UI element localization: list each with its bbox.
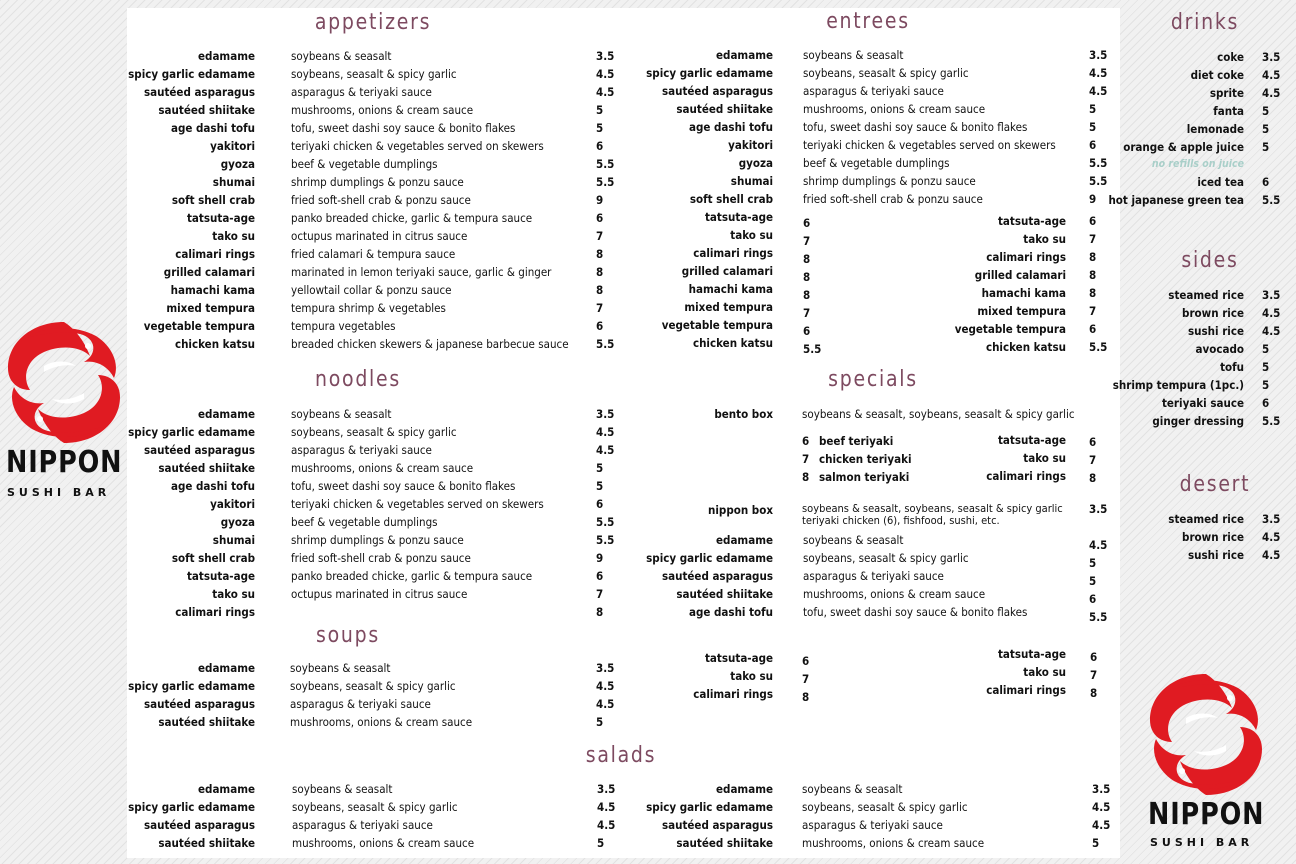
menu-item-price: 4.5 [596, 85, 615, 99]
menu-item-name: spicy garlic edamame [646, 551, 773, 565]
menu-item-name: steamed rice [1168, 288, 1244, 302]
menu-item-price: 4.5 [596, 425, 615, 439]
menu-item-description: soybeans, seasalt & spicy garlic [291, 67, 457, 81]
menu-item-description: soybeans & seasalt [802, 782, 903, 796]
menu-item-price: 5 [596, 461, 604, 475]
section-title-desert: desert [1179, 472, 1251, 497]
menu-item-name: hamachi kama [170, 283, 255, 297]
section-title-salads: salads [585, 743, 657, 768]
menu-item-description: soybeans & seasalt [291, 407, 392, 421]
menu-item-price: 5.5 [803, 342, 822, 356]
menu-item-price: 4.5 [1089, 84, 1108, 98]
menu-item-price: 5.5 [1089, 156, 1108, 170]
menu-item-price: 5 [1262, 140, 1270, 154]
menu-item-price: 5.5 [596, 337, 615, 351]
menu-item-description: tofu, sweet dashi soy sauce & bonito flakes [803, 605, 1028, 619]
menu-item-price: 6 [596, 139, 604, 153]
menu-item-price: 5 [596, 715, 604, 729]
section-title-appetizers: appetizers [314, 10, 432, 35]
brand-tagline: SUSHI BAR [7, 486, 111, 499]
menu-item-price: 5.5 [1262, 193, 1281, 207]
menu-item-description: octupus marinated in citrus sauce [291, 587, 468, 601]
nippon-box-description: soybeans & seasalt, soybeans, seasalt & spicy garlic [802, 502, 1063, 515]
brand-tagline: SUSHI BAR [1150, 836, 1254, 849]
menu-item-name: tako su [730, 228, 773, 242]
menu-item-price: 3.5 [597, 782, 616, 796]
menu-item-name: sautéed asparagus [143, 443, 255, 457]
menu-item-price: 3.5 [1262, 50, 1281, 64]
menu-item-name: edamame [716, 48, 773, 62]
menu-item-name: avocado [1195, 342, 1244, 356]
menu-item-name: edamame [198, 661, 255, 675]
menu-item-price: 5.5 [1262, 414, 1281, 428]
menu-item-price: 4.5 [1262, 86, 1281, 100]
menu-item-name: tako su [212, 587, 255, 601]
bento-option-price: 8 [802, 470, 810, 484]
menu-item-name: sautéed asparagus [143, 697, 255, 711]
menu-item-price: 7 [1090, 668, 1098, 682]
menu-item-name: hamachi kama [981, 286, 1066, 300]
menu-item-description: asparagus & teriyaki sauce [803, 84, 944, 98]
section-title-specials: specials [828, 367, 918, 392]
menu-item-name: grilled calamari [681, 264, 773, 278]
menu-item-price: 8 [596, 247, 604, 261]
menu-item-description: teriyaki chicken & vegetables served on skewers [291, 497, 544, 511]
menu-item-name: sautéed shiitake [158, 461, 255, 475]
menu-item-price: 5 [1262, 378, 1270, 392]
menu-item-price: 4.5 [1262, 68, 1281, 82]
bento-option-name: chicken teriyaki [819, 452, 912, 466]
menu-item-price: 5 [596, 479, 604, 493]
menu-item-name: brown rice [1182, 530, 1244, 544]
menu-item-name: soft shell crab [171, 193, 255, 207]
menu-item-name: tatsuta-age [186, 211, 255, 225]
menu-item-description: soybeans & seasalt [291, 49, 392, 63]
menu-item-description: mushrooms, onions & cream sauce [292, 836, 475, 850]
menu-item-description: panko breaded chicke, garlic & tempura sauce [291, 211, 533, 225]
menu-item-price: 8 [1089, 286, 1097, 300]
menu-item-name: gyoza [220, 157, 255, 171]
menu-item-name: spicy garlic edamame [128, 67, 255, 81]
menu-item-description: tofu, sweet dashi soy sauce & bonito flakes [291, 121, 516, 135]
menu-item-price: 3.5 [596, 49, 615, 63]
menu-item-name: chicken katsu [692, 336, 773, 350]
menu-item-name: lemonade [1186, 122, 1244, 136]
menu-item-price: 5 [1262, 342, 1270, 356]
menu-item-description: soybeans & seasalt [803, 48, 904, 62]
menu-item-description: octupus marinated in citrus sauce [291, 229, 468, 243]
menu-item-price: 4.5 [1092, 800, 1111, 814]
menu-item-name: age dashi tofu [171, 121, 255, 135]
menu-item-name: tofu [1220, 360, 1244, 374]
bento-option-name: calimari rings [986, 469, 1066, 483]
menu-item-name: chicken katsu [985, 340, 1066, 354]
menu-item-price: 5 [1089, 102, 1097, 116]
menu-item-description: soybeans, seasalt & spicy garlic [803, 551, 969, 565]
menu-item-price: 5 [1089, 574, 1097, 588]
menu-item-price: 4.5 [1092, 818, 1111, 832]
menu-item-name: hot japanese green tea [1108, 193, 1244, 207]
menu-item-name: tako su [1023, 665, 1066, 679]
menu-item-price: 7 [1089, 304, 1097, 318]
menu-item-price: 4.5 [1089, 66, 1108, 80]
menu-item-price: 5 [1262, 360, 1270, 374]
menu-item-name: edamame [716, 782, 773, 796]
menu-item-description: marinated in lemon teriyaki sauce, garlic & ginger [291, 265, 552, 279]
menu-item-description: mushrooms, onions & cream sauce [802, 836, 985, 850]
menu-item-price: 8 [1090, 686, 1098, 700]
menu-item-name: spicy garlic edamame [128, 800, 255, 814]
menu-item-description: panko breaded chicke, garlic & tempura sauce [291, 569, 533, 583]
menu-item-name: tako su [730, 669, 773, 683]
menu-item-description: mushrooms, onions & cream sauce [290, 715, 473, 729]
bento-option-price: 6 [802, 434, 810, 448]
menu-item-description: soybeans, seasalt & spicy garlic [802, 800, 968, 814]
menu-item-name: chicken katsu [174, 337, 255, 351]
menu-item-name: sautéed asparagus [661, 818, 773, 832]
menu-item-name: teriyaki sauce [1161, 396, 1244, 410]
menu-item-description: asparagus & teriyaki sauce [803, 569, 944, 583]
menu-item-name: steamed rice [1168, 512, 1244, 526]
menu-item-name: shrimp tempura (1pc.) [1112, 378, 1244, 392]
menu-item-description: tofu, sweet dashi soy sauce & bonito flakes [803, 120, 1028, 134]
menu-item-name: sautéed shiitake [676, 836, 773, 850]
menu-item-price: 7 [596, 301, 604, 315]
menu-item-name: tatsuta-age [704, 651, 773, 665]
menu-item-name: soft shell crab [171, 551, 255, 565]
bento-option-price: 7 [1089, 453, 1097, 467]
menu-item-name: sushi rice [1188, 324, 1244, 338]
menu-item-name: coke [1217, 50, 1244, 64]
menu-item-name: spicy garlic edamame [646, 66, 773, 80]
menu-item-price: 4.5 [597, 800, 616, 814]
menu-item-price: 4.5 [596, 679, 615, 693]
menu-item-price: 5 [1262, 122, 1270, 136]
menu-item-name: sautéed asparagus [661, 569, 773, 583]
menu-item-price: 7 [1089, 232, 1097, 246]
menu-item-description: soybeans & seasalt [292, 782, 393, 796]
menu-item-price: 6 [803, 216, 811, 230]
menu-item-price: 6 [1089, 592, 1097, 606]
menu-item-name: ginger dressing [1152, 414, 1244, 428]
menu-item-price: 3.5 [1092, 782, 1111, 796]
menu-item-name: shumai [730, 174, 773, 188]
menu-item-name: spicy garlic edamame [128, 679, 255, 693]
menu-item-name: iced tea [1197, 175, 1244, 189]
menu-item-name: tatsuta-age [704, 210, 773, 224]
menu-item-name: fanta [1213, 104, 1244, 118]
menu-item-description: soybeans, seasalt & spicy garlic [290, 679, 456, 693]
menu-item-price: 5.5 [1089, 340, 1108, 354]
section-title-drinks: drinks [1170, 10, 1240, 35]
menu-item-name: sautéed shiitake [158, 836, 255, 850]
menu-item-description: asparagus & teriyaki sauce [291, 443, 432, 457]
menu-item-name: sautéed asparagus [143, 85, 255, 99]
menu-item-description: mushrooms, onions & cream sauce [291, 461, 474, 475]
menu-item-description: breaded chicken skewers & japanese barbecue sauce [291, 337, 569, 351]
bento-box-name: bento box [714, 407, 773, 421]
menu-item-price: 5.5 [596, 175, 615, 189]
menu-item-price: 5.5 [596, 515, 615, 529]
menu-item-name: sautéed asparagus [661, 84, 773, 98]
menu-item-price: 6 [1262, 175, 1270, 189]
bento-option-name: beef teriyaki [819, 434, 894, 448]
menu-item-price: 6 [1089, 214, 1097, 228]
menu-item-price: 8 [803, 270, 811, 284]
menu-item-description: fried soft-shell crab & ponzu sauce [291, 193, 471, 207]
menu-item-name: shumai [212, 533, 255, 547]
bento-option-name: salmon teriyaki [819, 470, 910, 484]
menu-item-price: 6 [802, 654, 810, 668]
menu-item-description: soybeans & seasalt [803, 533, 904, 547]
menu-item-price: 7 [596, 229, 604, 243]
section-title-noodles: noodles [315, 367, 401, 392]
menu-item-description: tofu, sweet dashi soy sauce & bonito flakes [291, 479, 516, 493]
menu-item-name: tatsuta-age [997, 647, 1066, 661]
menu-item-name: gyoza [220, 515, 255, 529]
menu-item-price: 9 [596, 551, 604, 565]
menu-item-price: 9 [1089, 192, 1097, 206]
bento-option-price: 7 [802, 452, 810, 466]
menu-item-name: grilled calamari [974, 268, 1066, 282]
menu-item-price: 6 [803, 324, 811, 338]
menu-item-name: yakitori [210, 497, 255, 511]
menu-item-price: 6 [1262, 396, 1270, 410]
menu-item-description: soybeans & seasalt [290, 661, 391, 675]
menu-item-name: sautéed shiitake [158, 715, 255, 729]
menu-item-price: 3.5 [1262, 512, 1281, 526]
menu-item-description: shrimp dumplings & ponzu sauce [291, 533, 464, 547]
menu-item-description: asparagus & teriyaki sauce [802, 818, 943, 832]
menu-item-price: 7 [802, 672, 810, 686]
nippon-box-price: 3.5 [1089, 502, 1108, 516]
menu-item-name: calimari rings [693, 687, 773, 701]
menu-item-description: soybeans, seasalt & spicy garlic [292, 800, 458, 814]
menu-item-name: gyoza [738, 156, 773, 170]
menu-item-price: 5 [596, 103, 604, 117]
menu-item-name: calimari rings [175, 605, 255, 619]
bento-box-description: soybeans & seasalt, soybeans, seasalt & spicy garlic [802, 407, 1075, 421]
menu-item-description: mushrooms, onions & cream sauce [291, 103, 474, 117]
menu-item-name: calimari rings [175, 247, 255, 261]
menu-item-name: age dashi tofu [689, 605, 773, 619]
menu-item-name: brown rice [1182, 306, 1244, 320]
menu-item-name: edamame [716, 533, 773, 547]
menu-item-name: tatsuta-age [997, 214, 1066, 228]
bento-option-price: 6 [1089, 435, 1097, 449]
menu-item-price: 7 [803, 234, 811, 248]
menu-item-price: 4.5 [1262, 324, 1281, 338]
menu-item-name: calimari rings [986, 683, 1066, 697]
menu-item-price: 4.5 [597, 818, 616, 832]
menu-item-price: 6 [596, 319, 604, 333]
menu-item-name: edamame [198, 407, 255, 421]
nippon-box-description: teriyaki chicken (6), fishfood, sushi, etc. [802, 514, 1000, 527]
menu-item-price: 6 [1089, 138, 1097, 152]
menu-item-price: 4.5 [1262, 548, 1281, 562]
menu-item-description: soybeans, seasalt & spicy garlic [291, 425, 457, 439]
menu-item-price: 8 [803, 288, 811, 302]
menu-item-price: 6 [1089, 322, 1097, 336]
menu-item-name: sautéed shiitake [158, 103, 255, 117]
menu-item-name: age dashi tofu [171, 479, 255, 493]
menu-item-price: 8 [1089, 268, 1097, 282]
menu-item-name: mixed tempura [977, 304, 1066, 318]
menu-item-price: 3.5 [596, 661, 615, 675]
juice-note: no refills on juice [1151, 158, 1244, 170]
menu-item-name: tako su [1023, 232, 1066, 246]
menu-item-name: grilled calamari [163, 265, 255, 279]
menu-item-description: asparagus & teriyaki sauce [292, 818, 433, 832]
menu-item-description: beef & vegetable dumplings [291, 515, 438, 529]
bento-option-price: 8 [1089, 471, 1097, 485]
menu-item-description: fried calamari & tempura sauce [291, 247, 456, 261]
menu-item-name: calimari rings [693, 246, 773, 260]
menu-item-price: 7 [803, 306, 811, 320]
menu-item-name: orange & apple juice [1123, 140, 1244, 154]
menu-item-name: sautéed shiitake [676, 587, 773, 601]
menu-item-name: soft shell crab [689, 192, 773, 206]
menu-item-description: yellowtail collar & ponzu sauce [291, 283, 452, 297]
menu-item-name: sautéed asparagus [143, 818, 255, 832]
menu-item-name: sushi rice [1188, 548, 1244, 562]
menu-item-price: 4.5 [1262, 530, 1281, 544]
menu-item-price: 5.5 [1089, 174, 1108, 188]
menu-item-name: sautéed shiitake [676, 102, 773, 116]
menu-item-price: 6 [596, 211, 604, 225]
menu-item-description: fried soft-shell crab & ponzu sauce [803, 192, 983, 206]
menu-item-price: 4.5 [1089, 538, 1108, 552]
menu-item-name: calimari rings [986, 250, 1066, 264]
menu-item-price: 8 [596, 283, 604, 297]
menu-item-price: 5 [1092, 836, 1100, 850]
menu-item-price: 8 [596, 605, 604, 619]
menu-item-name: mixed tempura [684, 300, 773, 314]
menu-item-description: teriyaki chicken & vegetables served on skewers [803, 138, 1056, 152]
section-title-soups: soups [316, 623, 380, 648]
menu-item-price: 4.5 [596, 697, 615, 711]
menu-item-description: shrimp dumplings & ponzu sauce [803, 174, 976, 188]
koi-fish-logo-icon [1146, 672, 1266, 797]
menu-item-price: 8 [802, 690, 810, 704]
menu-item-name: diet coke [1190, 68, 1244, 82]
menu-item-price: 8 [803, 252, 811, 266]
menu-item-description: teriyaki chicken & vegetables served on skewers [291, 139, 544, 153]
menu-item-price: 6 [1090, 650, 1098, 664]
menu-item-name: edamame [198, 49, 255, 63]
menu-item-price: 9 [596, 193, 604, 207]
koi-fish-logo-icon [4, 320, 124, 445]
menu-item-price: 4.5 [596, 443, 615, 457]
menu-item-name: vegetable tempura [954, 322, 1066, 336]
menu-item-price: 5 [1089, 120, 1097, 134]
menu-item-description: soybeans, seasalt & spicy garlic [803, 66, 969, 80]
menu-item-name: tako su [212, 229, 255, 243]
menu-item-name: sprite [1209, 86, 1244, 100]
menu-item-description: mushrooms, onions & cream sauce [803, 587, 986, 601]
menu-item-price: 5.5 [596, 533, 615, 547]
menu-item-name: tatsuta-age [186, 569, 255, 583]
menu-item-name: shumai [212, 175, 255, 189]
brand-name: NIPPON [6, 445, 123, 480]
section-title-entrees: entrees [826, 9, 910, 34]
menu-item-price: 6 [596, 569, 604, 583]
menu-item-name: spicy garlic edamame [646, 800, 773, 814]
menu-item-name: age dashi tofu [689, 120, 773, 134]
menu-item-description: beef & vegetable dumplings [803, 156, 950, 170]
menu-item-price: 3.5 [1262, 288, 1281, 302]
menu-item-name: yakitori [728, 138, 773, 152]
menu-item-price: 5 [1089, 556, 1097, 570]
nippon-box-name: nippon box [708, 503, 773, 517]
menu-item-description: asparagus & teriyaki sauce [290, 697, 431, 711]
bento-option-name: tako su [1023, 451, 1066, 465]
menu-item-description: mushrooms, onions & cream sauce [803, 102, 986, 116]
menu-item-price: 4.5 [1262, 306, 1281, 320]
menu-item-price: 5.5 [1089, 610, 1108, 624]
menu-item-description: beef & vegetable dumplings [291, 157, 438, 171]
section-title-sides: sides [1181, 248, 1239, 273]
menu-item-name: edamame [198, 782, 255, 796]
menu-item-name: spicy garlic edamame [128, 425, 255, 439]
menu-item-price: 5 [596, 121, 604, 135]
menu-item-price: 5 [597, 836, 605, 850]
menu-item-description: shrimp dumplings & ponzu sauce [291, 175, 464, 189]
menu-item-price: 5 [1262, 104, 1270, 118]
menu-item-description: fried soft-shell crab & ponzu sauce [291, 551, 471, 565]
menu-item-description: asparagus & teriyaki sauce [291, 85, 432, 99]
menu-item-description: tempura vegetables [291, 319, 396, 333]
menu-item-price: 3.5 [1089, 48, 1108, 62]
menu-item-price: 3.5 [596, 407, 615, 421]
menu-item-name: hamachi kama [688, 282, 773, 296]
menu-item-name: yakitori [210, 139, 255, 153]
brand-name: NIPPON [1148, 797, 1265, 832]
menu-item-price: 8 [1089, 250, 1097, 264]
menu-item-price: 7 [596, 587, 604, 601]
menu-item-price: 6 [596, 497, 604, 511]
menu-item-name: mixed tempura [166, 301, 255, 315]
menu-item-name: vegetable tempura [661, 318, 773, 332]
menu-item-price: 4.5 [596, 67, 615, 81]
menu-item-description: tempura shrimp & vegetables [291, 301, 446, 315]
menu-item-name: vegetable tempura [143, 319, 255, 333]
menu-item-price: 5.5 [596, 157, 615, 171]
bento-option-name: tatsuta-age [997, 433, 1066, 447]
menu-item-price: 8 [596, 265, 604, 279]
